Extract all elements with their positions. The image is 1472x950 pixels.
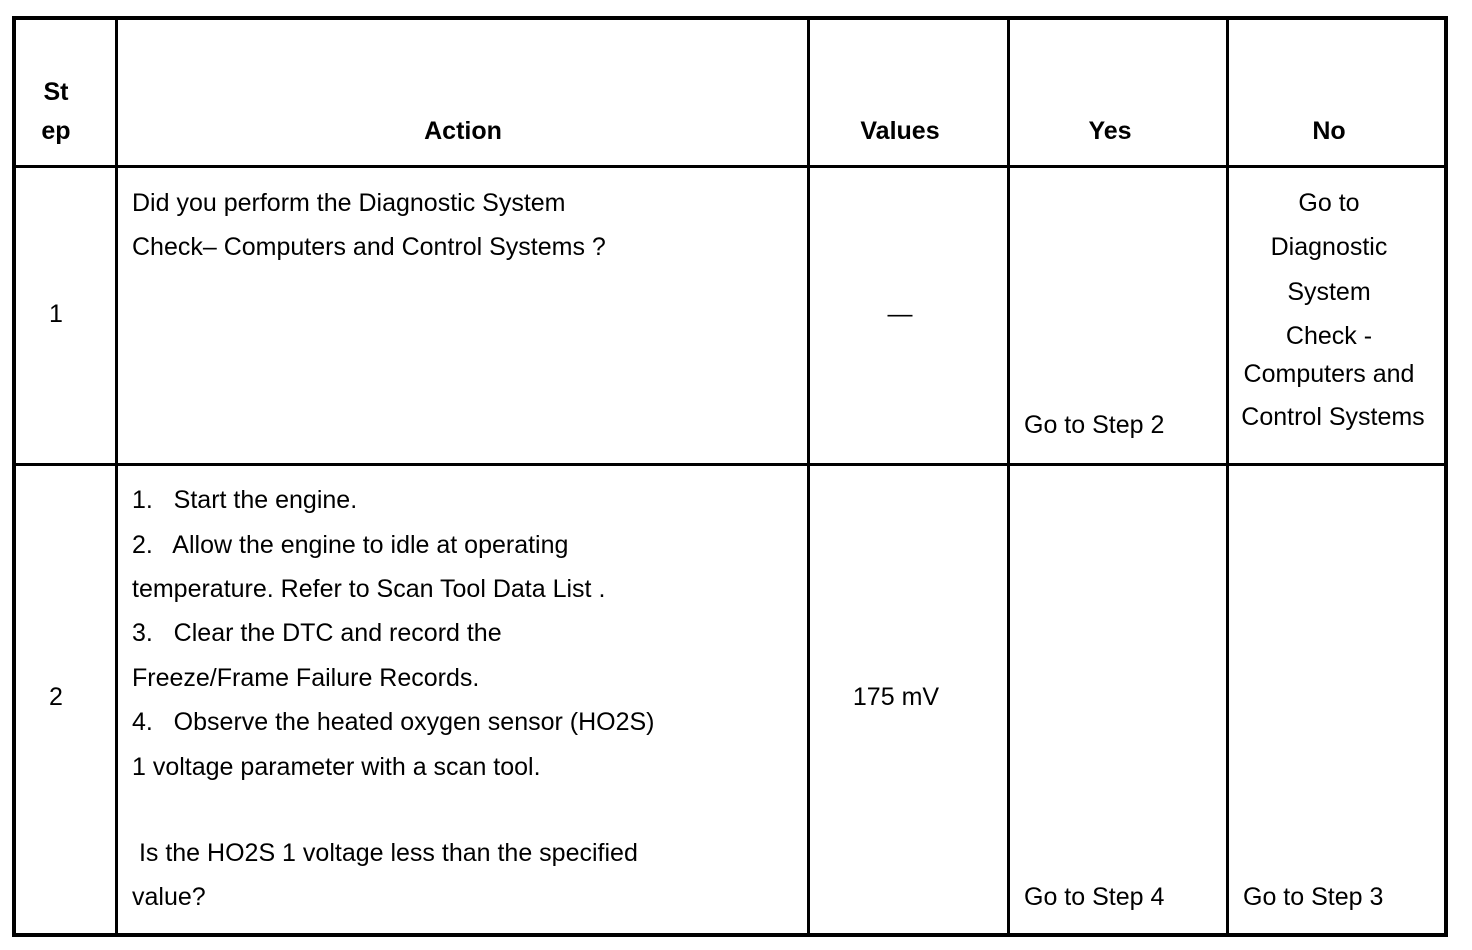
row2-action-line: 4. Observe the heated oxygen sensor (HO2S): [132, 708, 655, 736]
header-yes: Yes: [1088, 117, 1132, 145]
row2-action-line: 2. Allow the engine to idle at operating: [132, 531, 569, 559]
header-step-line2: ep: [41, 117, 71, 145]
row2-value: 175 mV: [852, 683, 940, 711]
header-action: Action: [424, 117, 502, 145]
row-divider: [16, 165, 1444, 168]
row1-yes: Go to Step 2: [1024, 411, 1165, 439]
row1-value: —: [887, 300, 913, 328]
row2-action-line: 3. Clear the DTC and record the: [132, 619, 502, 647]
row1-no-line: Computers and: [1243, 360, 1415, 388]
row2-action-line: Freeze/Frame Failure Records.: [132, 664, 480, 692]
column-divider: [1007, 20, 1010, 933]
row1-no-line: Control Systems: [1241, 403, 1425, 431]
row1-no-line: System: [1287, 278, 1371, 306]
header-values: Values: [860, 117, 940, 145]
row2-action-line: 1 voltage parameter with a scan tool.: [132, 753, 541, 781]
diagnostic-table: [12, 16, 1448, 937]
row2-action-line: 1. Start the engine.: [132, 486, 358, 514]
row-divider: [16, 463, 1444, 466]
column-divider: [807, 20, 810, 933]
row1-no-line: Go to: [1298, 189, 1360, 217]
row1-action-line: Did you perform the Diagnostic System: [132, 189, 566, 217]
row1-no-line: Check -: [1285, 322, 1373, 350]
header-no: No: [1312, 117, 1346, 145]
row1-no-line: Diagnostic: [1270, 233, 1388, 261]
header-step-line1: St: [43, 78, 69, 106]
row2-yes: Go to Step 4: [1024, 883, 1165, 911]
row2-action-line: temperature. Refer to Scan Tool Data List .: [132, 575, 606, 603]
row2-action-question: Is the HO2S 1 voltage less than the specified: [132, 839, 638, 867]
row2-step: 2: [49, 683, 63, 711]
column-divider: [1226, 20, 1229, 933]
column-divider: [115, 20, 118, 933]
row2-no: Go to Step 3: [1243, 883, 1384, 911]
row2-action-question: value?: [132, 883, 206, 911]
row1-action-line: Check– Computers and Control Systems ?: [132, 233, 606, 261]
row1-step: 1: [49, 300, 63, 328]
